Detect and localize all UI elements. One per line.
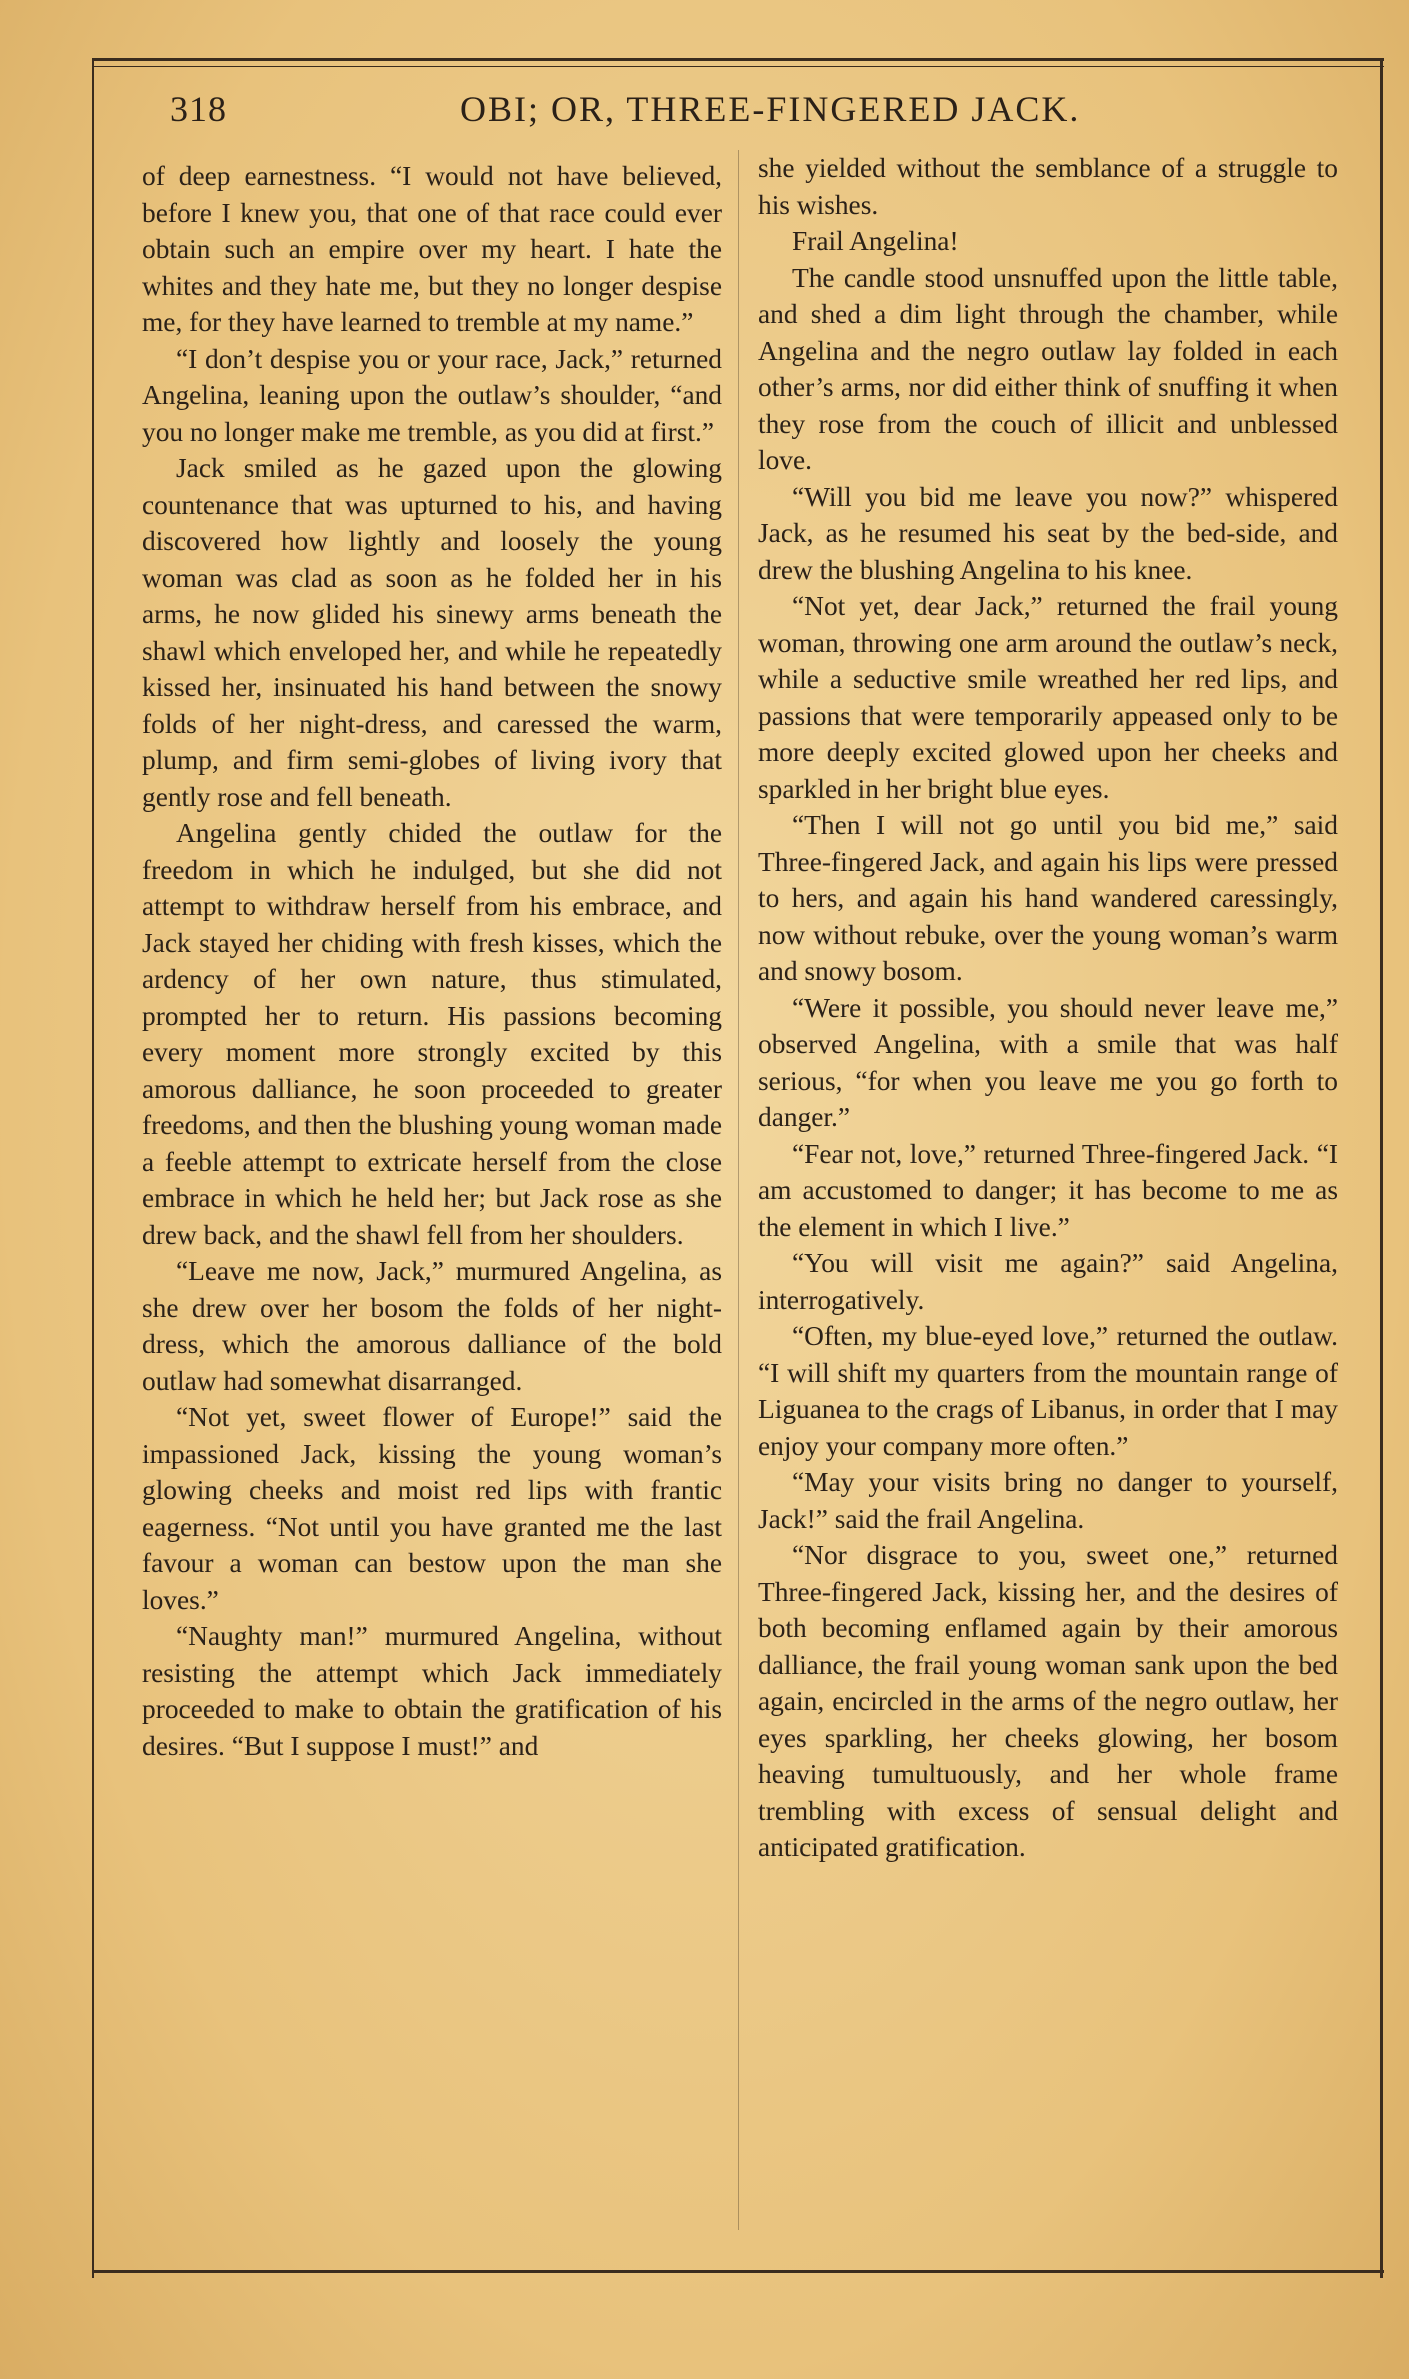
paragraph: Frail Angelina! (792, 226, 959, 256)
paragraph: “Were it possible, you should never leave me,” observed Angelina, with a smile that was half serious, “for when you leave me you go forth to danger.” (758, 992, 1338, 1132)
paragraph: Angelina gently chided the outlaw for the freedom in which he indulged, but she did not attempt to withdraw herself from his embrace, and Jack stayed her chiding with fresh kisses, which the ardency of her own nature, thus stimulated, prompted her to return. His passions becoming every moment more strongly excited by this amorous dalliance, he soon proceeded to greater freedoms, and then the blushing young woman made a feeble attempt to extricate herself from the close embrace in which he held her; but Jack rose as she drew back, and the shawl fell from her shoulders. (142, 818, 722, 1250)
paragraph: “Fear not, love,” returned Three-fingered Jack. “I am accustomed to danger; it has become to me as the element in which I live.” (758, 1138, 1338, 1242)
frame-rule-bottom (92, 2270, 1384, 2273)
page-header (130, 88, 1340, 140)
column-divider (738, 150, 739, 2230)
paragraph: The candle stood unsnuffed upon the little table, and shed a dim light through the chamber, while Angelina and the negro outlaw lay folded in each other’s arms, nor did either think of snuffing it when they rose from the couch of illicit and unblessed love. (758, 262, 1338, 475)
page-number: 318 (170, 89, 227, 129)
paragraph: “Will you bid me leave you now?” whispered Jack, as he resumed his seat by the bed-side, and drew the blushing Angelina to his knee. (758, 481, 1338, 585)
paragraph: “I don’t despise you or your race, Jack,” returned Angelina, leaning upon the outlaw’s shoulder, “and you no longer make me tremble, as you did at first.” (142, 343, 722, 447)
paragraph: “Leave me now, Jack,” murmured Angelina, as she drew over her bosom the folds of her night-dress, which the amorous dalliance of the bold outlaw had somewhat disarranged. (142, 1256, 722, 1396)
paragraph: Jack smiled as he gazed upon the glowing countenance that was upturned to his, and having discovered how lightly and loosely the young woman was clad as soon as he folded her in his arms, he now glided his sinewy arms beneath the shawl which enveloped her, and while he repeatedly kissed her, insinuated his hand between the snowy folds of her night-dress, and caressed the warm, plump, and firm semi-globes of living ivory that gently rose and fell beneath. (142, 453, 722, 812)
paragraph: “May your visits bring no danger to yourself, Jack!” said the frail Angelina. (758, 1467, 1338, 1534)
right-column (758, 150, 1338, 1866)
frame-rule-top (92, 58, 1384, 61)
running-title: OBI; OR, THREE-FINGERED JACK. (460, 89, 1081, 129)
paragraph: “Often, my blue-eyed love,” returned the outlaw. “I will shift my quarters from the mountain range of Liguanea to the crags of Libanus, in order that I may enjoy your company more often.” (758, 1321, 1338, 1461)
frame-rule-top-thin (92, 66, 1384, 67)
paragraph: she yielded without the semblance of a struggle to his wishes. (758, 153, 1338, 220)
paragraph: “Then I will not go until you bid me,” said Three-fingered Jack, and again his lips were pressed to hers, and again his hand wandered caressingly, now without rebuke, over the young woman’s warm and snowy bosom. (758, 810, 1338, 986)
frame-rule-right (1380, 58, 1383, 2278)
paragraph: “Not yet, sweet flower of Europe!” said the impassioned Jack, kissing the young woman’s glowing cheeks and moist red lips with frantic eagerness. “Not until you have granted me the last favour a woman can bestow upon the man she loves.” (142, 1402, 722, 1615)
paragraph: of deep earnestness. “I would not have believed, before I knew you, that one of that race could ever obtain such an empire over my heart. I hate the whites and they hate me, but they no longer despise me, for they have learned to tremble at my name.” (142, 161, 722, 337)
paragraph: “Naughty man!” murmured Angelina, without resisting the attempt which Jack immediately proceeded to make to obtain the gratification of his desires. “But I suppose I must!” and (142, 1621, 722, 1761)
paragraph: “Not yet, dear Jack,” returned the frail young woman, throwing one arm around the outlaw’s neck, while a seductive smile wreathed her red lips, and passions that were temporarily appeased only to be more deeply excited glowed upon her cheeks and sparkled in her bright blue eyes. (758, 591, 1338, 804)
paragraph: “Nor disgrace to you, sweet one,” returned Three-fingered Jack, kissing her, and the desires of both becoming enflamed again by their amorous dalliance, the frail young woman sank upon the bed again, encircled in the arms of the negro outlaw, her eyes sparkling, her cheeks glowing, her bosom heaving tumultuously, and her whole frame trembling with excess of sensual delight and anticipated gratification. (758, 1540, 1338, 1862)
frame-rule-left (92, 58, 94, 2278)
left-column (142, 158, 722, 1764)
paragraph: “You will visit me again?” said Angelina, interrogatively. (758, 1248, 1338, 1315)
